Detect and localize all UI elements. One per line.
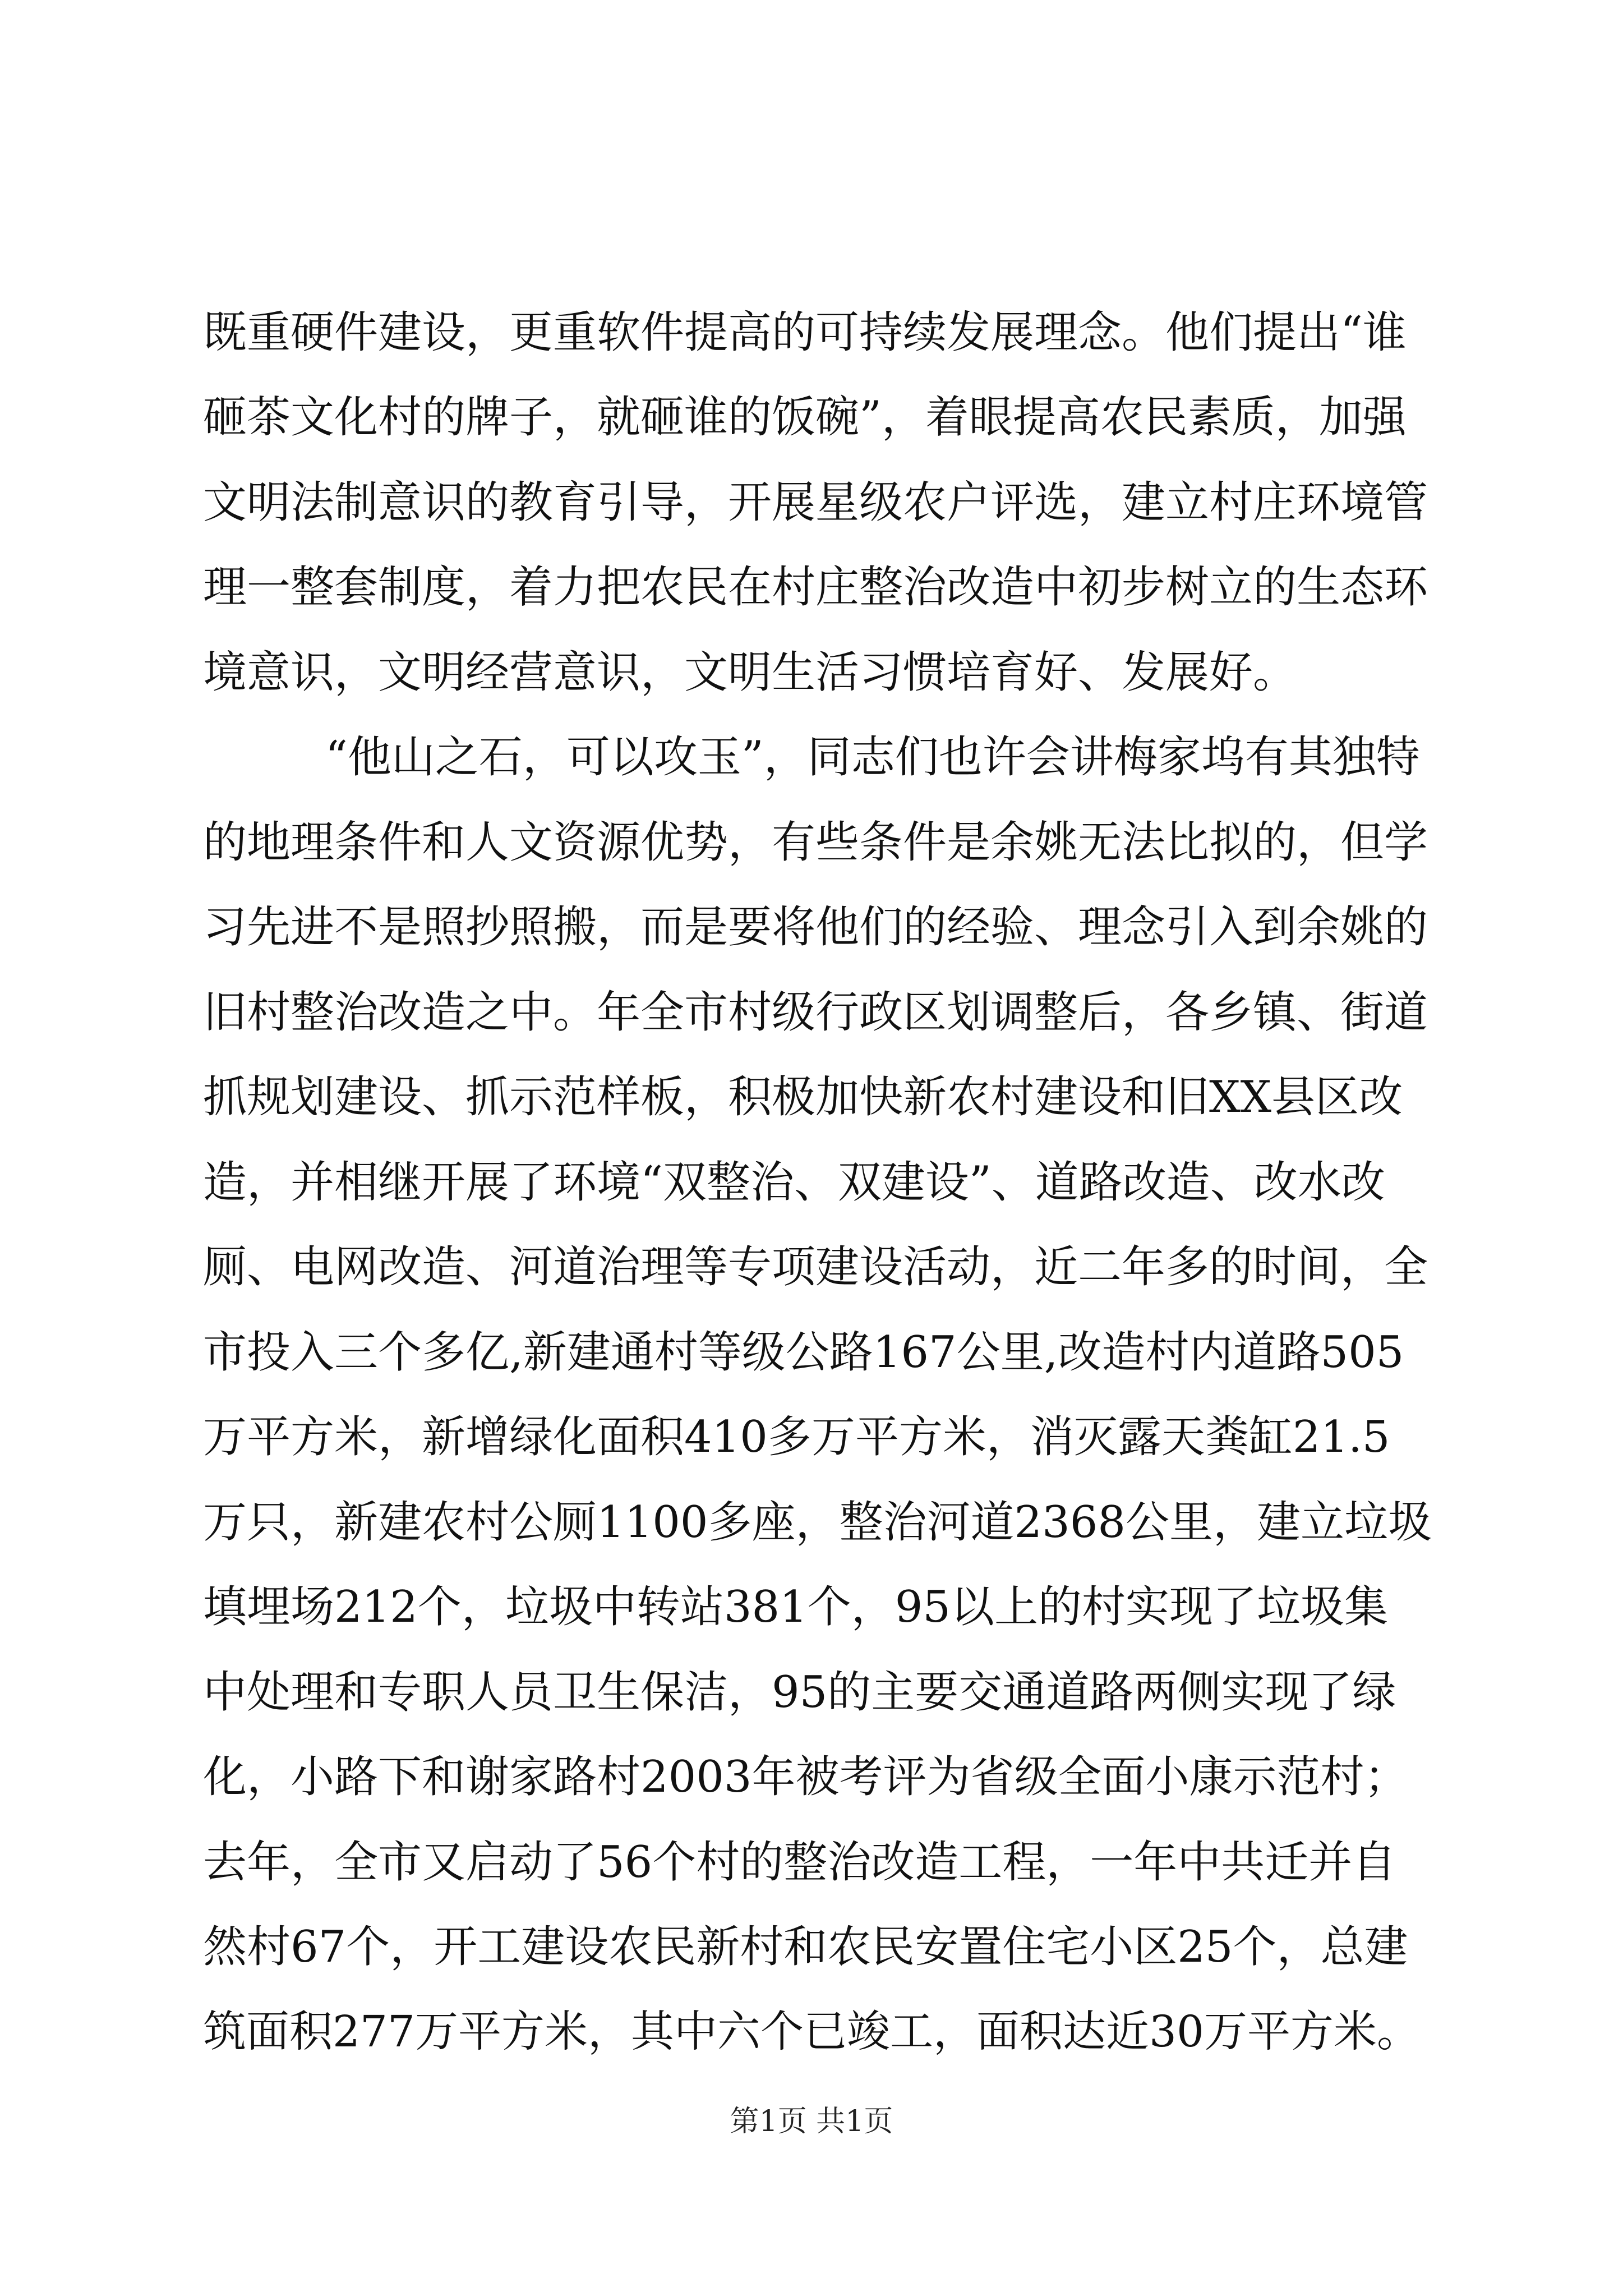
text-line: 抓规划建设、抓示范样板，积极加快新农村建设和旧XX县区改 — [203, 1072, 1403, 1122]
text-line: 砸茶文化村的牌子，就砸谁的饭碗”，着眼提高农民素质，加强 — [203, 392, 1407, 443]
text-line: 市投入三个多亿,新建通村等级公路167公里,改造村内道路505 — [203, 1327, 1404, 1378]
text-line: 文明法制意识的教育引导，开展星级农户评选，建立村庄环境管 — [203, 477, 1428, 528]
page-number-label: 第1页 共1页 — [730, 2105, 893, 2138]
page-footer — [0, 2104, 1623, 2139]
text-line: 习先进不是照抄照搬，而是要将他们的经验、理念引入到余姚的 — [203, 902, 1428, 953]
text-line: 填埋场212个，垃圾中转站381个，95以上的村实现了垃圾集 — [203, 1582, 1389, 1632]
text-line: 的地理条件和人文资源优势，有些条件是余姚无法比拟的，但学 — [203, 817, 1428, 868]
text-line: 造，并相继开展了环境“双整治、双建设”、道路改造、改水改 — [203, 1157, 1385, 1208]
paragraph-first-line: “他山之石，可以攻玉”，同志们也许会讲梅家坞有其独特 — [325, 732, 1420, 783]
text-line: 万平方米，新增绿化面积410多万平方米，消灭露天粪缸21.5 — [203, 1412, 1390, 1462]
text-line: 筑面积277万平方米，其中六个已竣工，面积达近30万平方米。 — [203, 2007, 1420, 2057]
text-line: 去年，全市又启动了56个村的整治改造工程，一年中共迁并自 — [203, 1837, 1396, 1888]
text-line: 然村67个，开工建设农民新村和农民安置住宅小区25个，总建 — [203, 1922, 1408, 1972]
text-line: 旧村整治改造之中。年全市村级行政区划调整后，各乡镇、街道 — [203, 987, 1428, 1038]
text-line: 境意识，文明经营意识，文明生活习惯培育好、发展好。 — [203, 647, 1297, 698]
text-line: 既重硬件建设，更重软件提高的可持续发展理念。他们提出“谁 — [203, 307, 1407, 358]
text-line: 万只，新建农村公厕1100多座，整治河道2368公里，建立垃圾 — [203, 1497, 1432, 1548]
text-line: 化，小路下和谢家路村2003年被考评为省级全面小康示范村； — [203, 1752, 1408, 1802]
text-line: 厕、电网改造、河道治理等专项建设活动，近二年多的时间，全 — [203, 1242, 1428, 1292]
text-line: 理一整套制度，着力把农民在村庄整治改造中初步树立的生态环 — [203, 562, 1428, 613]
text-line: 中处理和专职人员卫生保洁，95的主要交通道路两侧实现了绿 — [203, 1667, 1396, 1718]
